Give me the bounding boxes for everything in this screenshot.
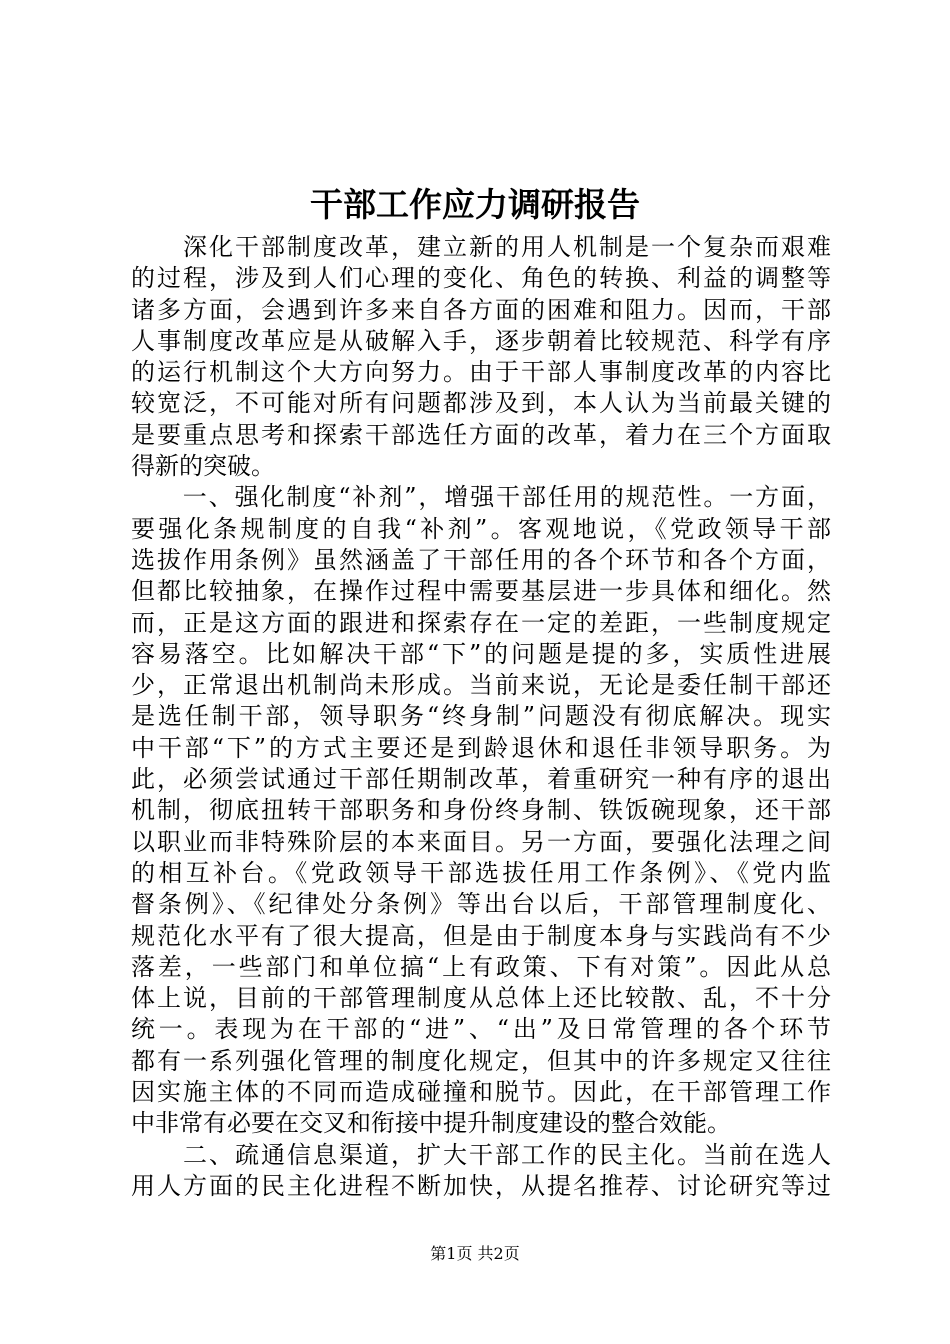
text-line: 一、强化制度“补剂”，增强干部任用的规范性。一方面， <box>131 483 831 512</box>
text-line: 少，正常退出机制尚未形成。当前来说，无论是委任制干部还 <box>131 671 831 700</box>
text-line: 容易落空。比如解决干部“下”的问题是提的多，实质性进展 <box>131 639 831 668</box>
paragraph-section-one <box>131 482 831 1139</box>
text-line: 但都比较抽象，在操作过程中需要基层进一步具体和细化。然 <box>131 577 831 606</box>
document-body <box>131 232 831 1202</box>
paragraph-section-two <box>131 1140 831 1203</box>
text-line: 因实施主体的不同而造成碰撞和脱节。因此，在干部管理工作 <box>131 1078 831 1107</box>
text-line: 落差，一些部门和单位搞“上有政策、下有对策”。因此从总 <box>131 952 831 981</box>
text-line: 此，必须尝试通过干部任期制改革，着重研究一种有序的退出 <box>131 765 831 794</box>
text-line: 选拔作用条例》虽然涵盖了干部任用的各个环节和各个方面， <box>131 545 831 574</box>
document-title: 干部工作应力调研报告 <box>310 185 640 224</box>
text-line: 而，正是这方面的跟进和探索存在一定的差距，一些制度规定 <box>131 608 831 637</box>
text-line: 人事制度改革应是从破解入手，逐步朝着比较规范、科学有序 <box>131 326 831 355</box>
text-line: 诸多方面，会遇到许多来自各方面的困难和阻力。因而，干部 <box>131 295 831 324</box>
text-line: 督条例》、《纪律处分条例》等出台以后，干部管理制度化、 <box>131 890 831 919</box>
text-line: 机制，彻底扭转干部职务和身份终身制、铁饭碗现象，还干部 <box>131 796 831 825</box>
text-line: 要强化条规制度的自我“补剂”。客观地说，《党政领导干部 <box>131 514 831 543</box>
page-footer: 第1页 共2页 <box>430 1244 520 1263</box>
text-line: 统一。表现为在干部的“进”、“出”及日常管理的各个环节 <box>131 1015 831 1044</box>
text-line: 的相互补台。《党政领导干部选拔任用工作条例》、《党内监 <box>131 858 831 887</box>
text-line: 的过程，涉及到人们心理的变化、角色的转换、利益的调整等 <box>131 264 831 293</box>
text-line: 是要重点思考和探索干部选任方面的改革，着力在三个方面取 <box>131 420 831 449</box>
text-line: 是选任制干部，领导职务“终身制”问题没有彻底解决。现实 <box>131 702 831 731</box>
text-line: 中干部“下”的方式主要还是到龄退休和退任非领导职务。为 <box>131 733 831 762</box>
text-line: 二、疏通信息渠道，扩大干部工作的民主化。当前在选人 <box>131 1140 831 1169</box>
text-line: 得新的突破。 <box>131 452 275 481</box>
text-line: 的运行机制这个大方向努力。由于干部人事制度改革的内容比 <box>131 358 831 387</box>
text-line: 体上说，目前的干部管理制度从总体上还比较散、乱，不十分 <box>131 984 831 1013</box>
paragraph-intro <box>131 232 831 482</box>
text-line: 规范化水平有了很大提高，但是由于制度本身与实践尚有不少 <box>131 921 831 950</box>
text-line: 用人方面的民主化进程不断加快，从提名推荐、讨论研究等过 <box>131 1171 831 1200</box>
text-line: 深化干部制度改革，建立新的用人机制是一个复杂而艰难 <box>131 233 831 261</box>
text-line: 中非常有必要在交叉和衔接中提升制度建设的整合效能。 <box>131 1109 731 1138</box>
text-line: 以职业而非特殊阶层的本来面目。另一方面，要强化法理之间 <box>131 827 831 856</box>
text-line: 较宽泛，不可能对所有问题都涉及到，本人认为当前最关键的 <box>131 389 831 418</box>
text-line: 都有一系列强化管理的制度化规定，但其中的许多规定又往往 <box>131 1046 831 1075</box>
